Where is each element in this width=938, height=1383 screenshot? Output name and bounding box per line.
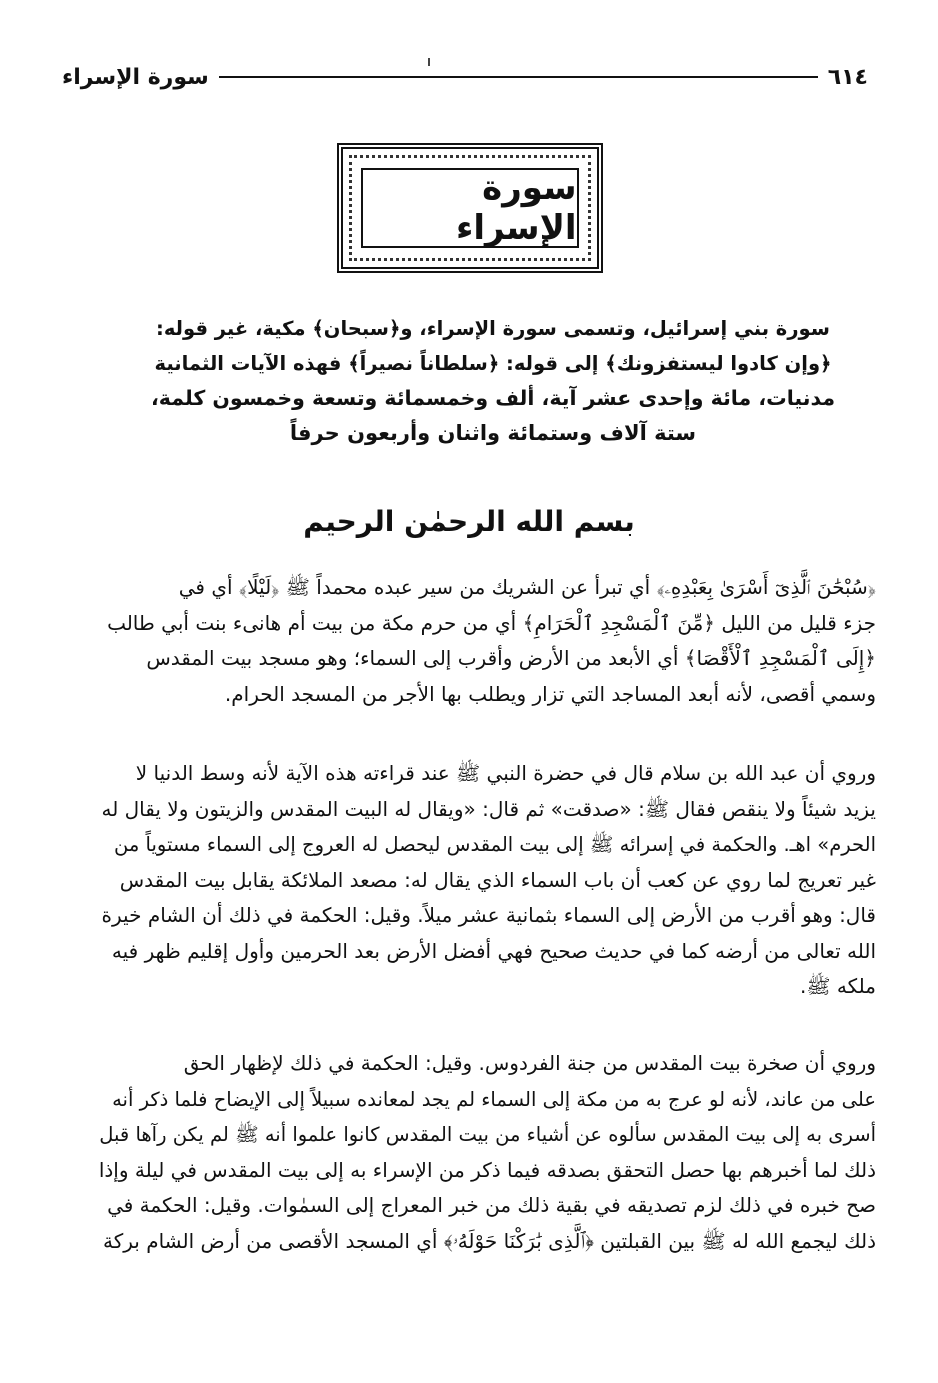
intro-line: ﴿وإن كادوا ليستفزونك﴾ إلى قوله: ﴿سلطاناً نصيراً﴾ فهذه الآيات الثمانية bbox=[154, 351, 832, 375]
text-line: ملكه ﷺ. bbox=[800, 974, 876, 998]
text-line: أسرى به إلى بيت المقدس سألوه عن أشياء من بيت المقدس كانوا علموا أنه ﷺ لم يكن رآها قبل bbox=[99, 1123, 876, 1146]
surah-title: سورة الإسراء bbox=[361, 168, 578, 248]
text-line: وروي أن صخرة بيت المقدس من جنة الفردوس. وقيل: الحكمة في ذلك لإظهار الحق bbox=[183, 1051, 876, 1075]
running-title: سورة الإسراء bbox=[62, 64, 209, 90]
text-line: ﴿سُبْحَٰنَ ٱلَّذِىٓ أَسْرَىٰ بِعَبْدِهِۦ﴾ أي تبرأ عن الشريك من سير عبده محمداً ﷺ ﴿لَيْلًا﴾ أي في bbox=[178, 575, 876, 599]
text-line: الحرم» اهـ. والحكمة في إسرائه ﷺ إلى بيت المقدس ليحصل له العروج إلى السماء مستوياً من bbox=[114, 833, 876, 856]
running-header bbox=[62, 62, 868, 92]
text-line: صح خبره في ذلك لزم تصديقه في بقية ذلك من خبر المعراج إلى السمٰوات. وقيل: الحكمة في bbox=[107, 1193, 876, 1217]
surah-title-frame bbox=[337, 143, 603, 273]
paragraph-3 bbox=[96, 1046, 876, 1259]
intro-line: مدنيات، مائة وإحدى عشر آية، ألف وخمسمائة وتسعة وخمسون كلمة، bbox=[150, 386, 836, 410]
basmala-heading: بسم الله الرحمٰن الرحيم bbox=[303, 505, 635, 538]
paragraph-2 bbox=[96, 756, 876, 1005]
text-line: ذلك ليجمع الله له ﷺ بين القبلتين ﴿ٱلَّذِى بَٰرَكْنَا حَوْلَهُۥ﴾ أي المسجد الأقصى من أرض الشام بركة bbox=[102, 1228, 876, 1253]
ornamental-border bbox=[349, 155, 591, 261]
header-rule bbox=[219, 76, 818, 78]
intro-line: سورة بني إسرائيل، وتسمى سورة الإسراء، و﴿سبحان﴾ مكية، غير قوله: bbox=[156, 317, 830, 340]
text-line: يزيد شيئاً ولا ينقص فقال ﷺ: «صدقت» ثم قال: «ويقال له البيت المقدس والزيتون ولا يقال له bbox=[101, 796, 876, 821]
header-tick-mark bbox=[428, 58, 430, 66]
text-line: غير تعريج لما روي عن كعب أن باب السماء الذي يقال له: مصعد الملائكة يقابل بيت المقدس bbox=[119, 867, 876, 892]
intro-line: ستة آلاف وستمائة واثنان وأربعون حرفاً bbox=[289, 420, 697, 445]
text-line: ذلك لما أخبرهم بها حصل التحقق بصدقه فيما ذكر من الإسراء به إلى بيت المقدس في ليلة وإذا bbox=[98, 1157, 876, 1182]
text-line: ﴿إِلَى ٱلْمَسْجِدِ ٱلْأَقْصَا﴾ أي الأبعد من الأرض وأقرب إلى السماء؛ وهو مسجد بيت المقدس bbox=[146, 646, 876, 670]
text-line: وسمي أقصى، لأنه أبعد المساجد التي تزار ويطلب بها الأجر من المسجد الحرام. bbox=[224, 681, 876, 706]
surah-introduction bbox=[150, 312, 836, 450]
text-line: وروي أن عبد الله بن سلام قال في حضرة النبي ﷺ عند قراءته هذه الآية لأنه وسط الدنيا لا bbox=[135, 761, 876, 785]
text-line: قال: وهو أقرب من الأرض إلى السماء بثمانية عشر ميلاً. وقيل: الحكمة في ذلك أن الشام خيرة bbox=[101, 903, 876, 927]
page-number: ٦١٤ bbox=[827, 64, 868, 90]
text-line: الله تعالى من أرضه كما في حديث صحيح فهي أفضل الأرض بعد الحرمين وأول إقليم ظهر فيه bbox=[111, 938, 876, 963]
text-line: على من عاند، لأنه لو عرج به من مكة إلى السماء لم يجد لمعانده سبيلاً إلى الإيضاح فلما ذكر أنه bbox=[112, 1087, 876, 1111]
paragraph-1 bbox=[96, 570, 876, 712]
text-line: جزء قليل من الليل ﴿مِّنَ ٱلْمَسْجِدِ ٱلْحَرَامِ﴾ أي من حرم مكة من بيت أم هانىء بنت أبي طالب bbox=[107, 610, 876, 635]
